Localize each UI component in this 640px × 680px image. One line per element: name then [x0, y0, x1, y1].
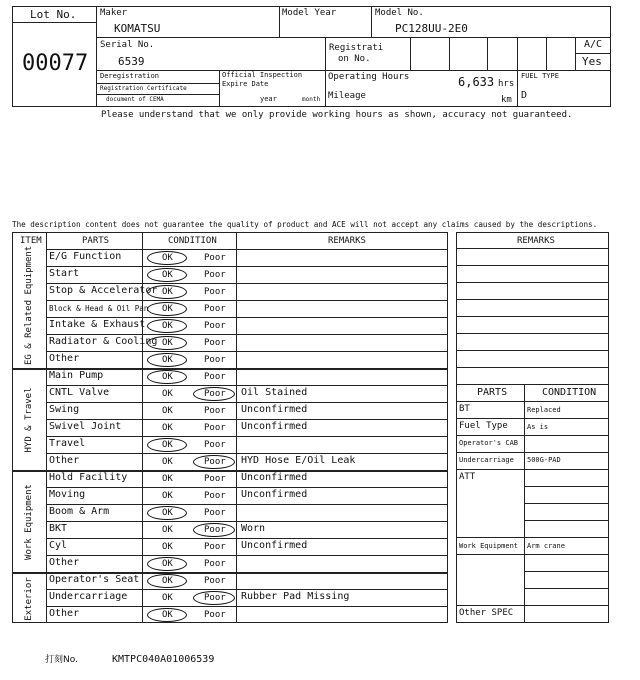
ok-option: OK [162, 525, 173, 535]
poor-option: Poor [204, 474, 226, 484]
ok-circle-mark [147, 302, 187, 316]
remark-text: Unconfirmed [241, 421, 308, 432]
part-name: Swivel Joint [49, 421, 122, 432]
registration-label-1: Registrati [329, 43, 384, 53]
part-name: Other [49, 608, 80, 619]
ok-option: OK [162, 253, 173, 263]
right-part-other-spec: Other SPEC [459, 608, 514, 618]
poor-option: Poor [204, 406, 226, 416]
footer-label: 打刻No. [45, 655, 78, 665]
ok-option: OK [162, 491, 173, 501]
remark-text: HYD Hose E/Oil Leak [241, 455, 356, 466]
hrs-unit: hrs [498, 79, 515, 89]
ok-circle-mark [147, 319, 187, 333]
ok-option: OK [162, 542, 173, 552]
poor-option: Poor [204, 321, 226, 331]
poor-option: Poor [204, 576, 226, 586]
part-name: Swing [49, 404, 80, 415]
poor-option: Poor [204, 508, 226, 518]
right-part-work: Work Equipment [459, 542, 519, 550]
model-no-value: PC128UU-2E0 [395, 22, 468, 35]
doc-cema-label: document of CEMA [106, 96, 164, 103]
serial-no-value: 6539 [118, 55, 145, 68]
ok-circle-mark [147, 438, 187, 452]
inspection-label-1: Official Inspection [222, 71, 303, 79]
part-name: BKT [49, 523, 68, 534]
remark-text: Unconfirmed [241, 540, 308, 551]
part-name: Hold Facility [49, 472, 128, 483]
right-cond-work: Arm crane [527, 542, 565, 550]
poor-circle-mark [193, 455, 235, 469]
ok-circle-mark [147, 285, 187, 299]
part-name: Intake & Exhaust [49, 319, 146, 330]
part-name: Moving [49, 489, 86, 500]
part-name: Other [49, 557, 80, 568]
ok-circle-mark [147, 574, 187, 588]
ok-option: OK [162, 610, 173, 620]
operating-hours-label: Operating Hours [328, 72, 410, 82]
km-unit: km [501, 95, 512, 105]
part-name: Boom & Arm [49, 506, 110, 517]
ok-option: OK [162, 406, 173, 416]
poor-option: Poor [204, 559, 226, 569]
ok-option: OK [162, 304, 173, 314]
fuel-type-value: D [521, 90, 528, 101]
col-item-header: ITEM [20, 236, 42, 246]
lot-no-value: 00077 [22, 51, 89, 76]
part-name: Other [49, 455, 80, 466]
part-name: Block & Head & Oil Pan [49, 304, 149, 313]
poor-option: Poor [204, 270, 226, 280]
group-label-eg: EG & Related Equipment [24, 245, 34, 365]
part-name: Operator's Seat [49, 574, 140, 585]
ok-option: OK [162, 576, 173, 586]
ok-option: OK [162, 372, 173, 382]
registration-label-2: on No. [338, 54, 371, 64]
poor-circle-mark [193, 591, 235, 605]
poor-option: Poor [204, 491, 226, 501]
group-label-hyd: HYD & Travel [24, 387, 34, 453]
deregistration-label: Deregistration [100, 72, 160, 80]
poor-option: Poor [204, 610, 226, 620]
part-name: Cyl [49, 540, 68, 551]
ok-option: OK [162, 440, 173, 450]
col-remarks-header: REMARKS [328, 236, 366, 246]
ok-circle-mark [147, 608, 187, 622]
ok-circle-mark [147, 506, 187, 520]
part-name: Other [49, 353, 80, 364]
ok-option: OK [162, 559, 173, 569]
right-part-fuel: Fuel Type [459, 421, 508, 431]
right-part-cab: Operator's CAB [459, 439, 519, 447]
maker-label: Maker [100, 8, 128, 18]
right-cond-bt: Replaced [527, 406, 561, 414]
inspection-label-2: Expire Date [222, 80, 269, 88]
ok-option: OK [162, 321, 173, 331]
poor-option: Poor [204, 355, 226, 365]
month-label: month [302, 96, 321, 103]
right-part-att: ATT [459, 472, 476, 482]
lot-no-label: Lot No. [30, 8, 77, 21]
ok-circle-mark [147, 336, 187, 350]
part-name: Main Pump [49, 370, 104, 381]
poor-option: Poor [204, 593, 226, 603]
ok-circle-mark [147, 353, 187, 367]
part-name: E/G Function [49, 251, 122, 262]
ok-option: OK [162, 338, 173, 348]
right-condition-header: CONDITION [542, 387, 597, 398]
right-remarks-header: REMARKS [517, 236, 555, 246]
footer-value: KMTPC040A01006539 [112, 654, 215, 665]
poor-option: Poor [204, 372, 226, 382]
right-parts-header: PARTS [477, 387, 508, 398]
poor-option: Poor [204, 542, 226, 552]
ok-option: OK [162, 593, 173, 603]
poor-option: Poor [204, 389, 226, 399]
poor-option: Poor [204, 423, 226, 433]
ok-option: OK [162, 423, 173, 433]
ok-option: OK [162, 457, 173, 467]
right-part-undercarriage: Undercarriage [459, 456, 514, 464]
poor-circle-mark [193, 523, 235, 537]
remark-text: Unconfirmed [241, 489, 308, 500]
mileage-label: Mileage [328, 91, 366, 101]
remark-text: Rubber Pad Missing [241, 591, 350, 602]
ok-option: OK [162, 355, 173, 365]
poor-option: Poor [204, 440, 226, 450]
ok-option: OK [162, 270, 173, 280]
part-name: Undercarriage [49, 591, 128, 602]
ok-circle-mark [147, 557, 187, 571]
part-name: Travel [49, 438, 86, 449]
col-condition-header: CONDITION [168, 236, 217, 246]
ok-option: OK [162, 287, 173, 297]
remark-text: Worn [241, 523, 266, 534]
hours-note: Please understand that we only provide working hours as shown, accuracy not guaranteed. [101, 110, 573, 120]
poor-option: Poor [204, 457, 226, 467]
ac-label: A/C [584, 39, 603, 50]
model-year-label: Model Year [282, 8, 337, 18]
part-name: Stop & Accelerator [49, 285, 158, 296]
poor-option: Poor [204, 253, 226, 263]
serial-no-label: Serial No. [100, 40, 155, 50]
ok-option: OK [162, 508, 173, 518]
part-name: CNTL Valve [49, 387, 110, 398]
group-label-work: Work Equipment [24, 484, 34, 560]
right-cond-undercarriage: 500G-PAD [527, 456, 561, 464]
remark-text: Unconfirmed [241, 404, 308, 415]
ok-circle-mark [147, 251, 187, 265]
disclaimer-text: The description content does not guarantee the quality of product and ACE will not accept any claims caused by the descriptions. [12, 220, 598, 229]
poor-option: Poor [204, 287, 226, 297]
poor-circle-mark [193, 387, 235, 401]
part-name: Start [49, 268, 80, 279]
ok-option: OK [162, 474, 173, 484]
ac-value: Yes [582, 55, 602, 68]
ok-circle-mark [147, 268, 187, 282]
poor-option: Poor [204, 304, 226, 314]
reg-cert-label: Registration Certificate [100, 85, 187, 92]
ok-option: OK [162, 389, 173, 399]
maker-value: KOMATSU [114, 22, 161, 35]
ok-circle-mark [147, 370, 187, 384]
poor-option: Poor [204, 338, 226, 348]
right-cond-fuel: As is [527, 423, 549, 431]
part-name: Radiator & Cooling [49, 336, 158, 347]
poor-option: Poor [204, 525, 226, 535]
right-part-bt: BT [459, 404, 470, 414]
group-label-exterior: Exterior [24, 577, 34, 621]
year-label: year [260, 95, 277, 103]
fuel-type-label: FUEL TYPE [521, 72, 559, 80]
remark-text: Oil Stained [241, 387, 308, 398]
operating-hours-value: 6,633 [458, 75, 495, 89]
model-no-label: Model No. [375, 8, 424, 18]
col-parts-header: PARTS [82, 236, 110, 246]
remark-text: Unconfirmed [241, 472, 308, 483]
